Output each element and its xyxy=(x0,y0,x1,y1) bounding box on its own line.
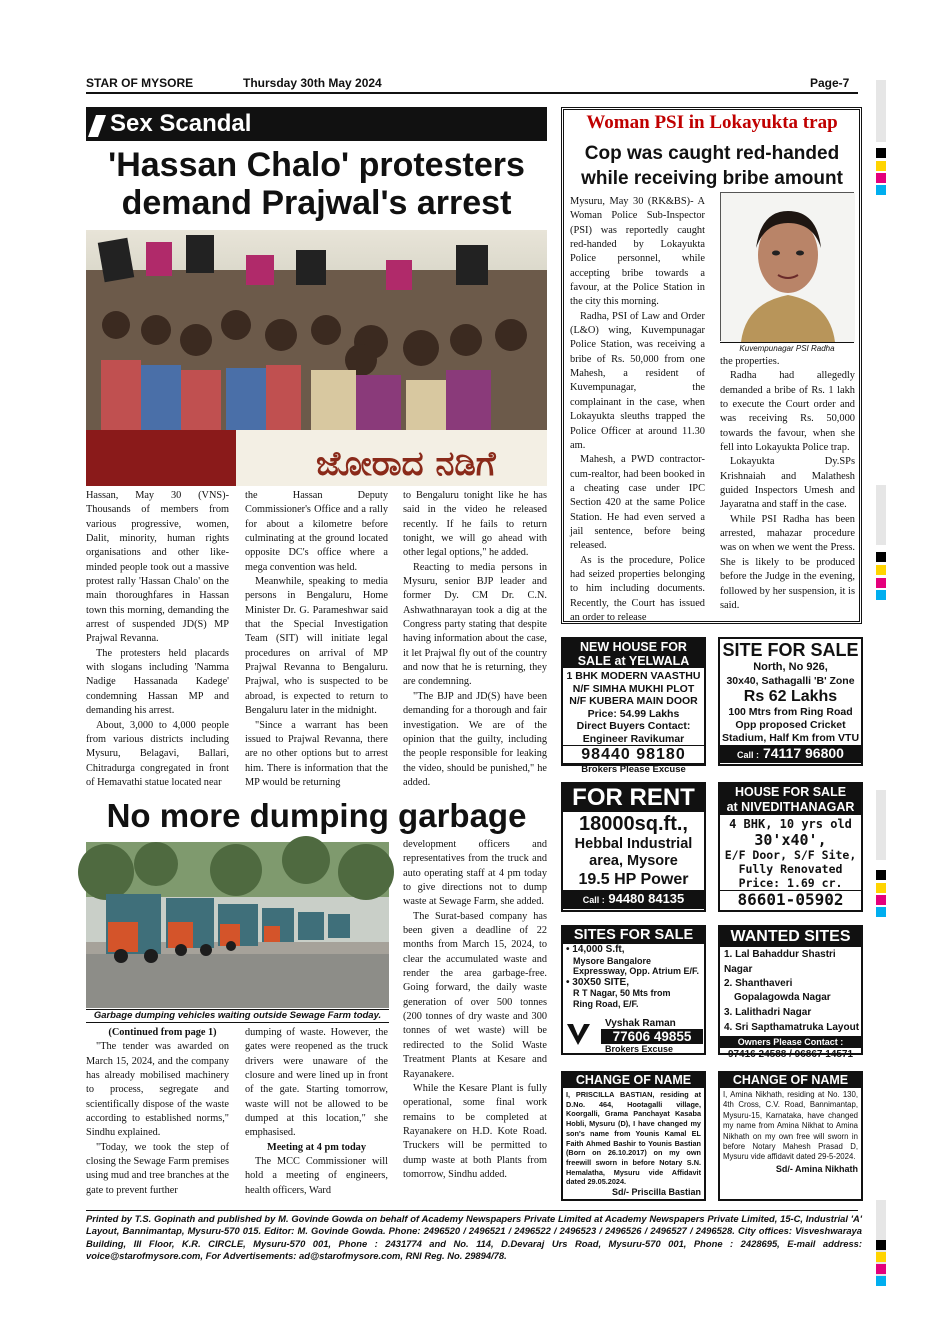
black-square xyxy=(876,552,886,562)
ad-phone: 86601-05902 xyxy=(720,890,861,909)
paragraph: Mahesh, a PWD contractor-cum-realtor, had been booked in a cheating case under IPC Section 420 at the same Police Station. He had even served a jail sentence, before being released. xyxy=(570,454,705,552)
psi-portrait xyxy=(720,192,854,341)
story3-col3 xyxy=(403,838,547,1182)
story3-col2 xyxy=(245,1026,388,1198)
ad-line: Engineer Ravikumar xyxy=(582,732,685,745)
ad-contact-name: Vyshak Raman xyxy=(605,1018,676,1029)
ad-wanted-sites xyxy=(718,925,863,1060)
protest-photo xyxy=(86,230,547,486)
story3-headline: No more dumping garbage xyxy=(106,797,527,834)
ad-phone: 97416 24588 / 96867 14571 xyxy=(727,1049,854,1060)
ad-line: Gopalagowda Nagar xyxy=(734,992,831,1003)
paragraph: Meanwhile, speaking to media persons in Bengaluru, Home Minister Dr. G. Parameshwar said that the Special Investigation Team (SIT) will initiate legal procedures on arrival of MP Prajwal Revanna to Bengaluru. Prajwal, who is suspected to be abroad, is expected to return to Bengaluru later in the midnight. xyxy=(245,576,388,717)
cyan-square xyxy=(876,185,886,195)
ad-phone: 74117 96800 xyxy=(762,744,844,761)
story3-col1 xyxy=(86,1026,229,1198)
black-square xyxy=(876,1240,886,1250)
ad-change-of-name-1 xyxy=(561,1071,706,1201)
magenta-square xyxy=(876,578,886,588)
ad-title: SITE FOR SALE xyxy=(722,640,859,660)
ad-phone: 77606 49855 xyxy=(601,1029,703,1044)
story2-caption: Kuvempunagar PSI Radha xyxy=(720,342,854,353)
black-square xyxy=(876,148,886,158)
magenta-square xyxy=(876,173,886,183)
ad-body: I, Amina Nikhath, residing at No. 130, 4th Cross, C.V. Road, Bannimantap, Mysuru-15, Karnataka, have changed my name from Amina Nikhat to Amina Nikhath on my own free will sworn in before Notary Mahesh Prasad D, Mysuru vide affidavit dated 29-5-2024. xyxy=(723,1090,858,1162)
paragraph: About, 3,000 to 4,000 people from various districts including Mysuru, Belagavi, Ballari, Chitradurga congregated in front of Hemavathi statue located near xyxy=(86,719,229,788)
registration-strip xyxy=(876,485,886,545)
ad-line: Expressway, Opp. Atrium E/F. xyxy=(573,966,700,976)
subhead: Meeting at 4 pm today xyxy=(267,1141,366,1153)
registration-strip xyxy=(876,80,886,142)
paragraph: Radha, PSI of Law and Order (L&O) wing, Kuvempunagar Police Station, was receiving a bribe of Rs. 50,000 from one Mahesh, a resident of Kuvempunagar, the complainant in the case, when Lokayukta sleuths trapped the Police Officer at around 11.30 am. xyxy=(570,310,705,451)
ad-title: at NIVEDITHANAGAR xyxy=(720,800,861,815)
ad-line: 1. Lal Bahaddur Shastri Nagar xyxy=(724,949,836,975)
paragraph: development officers and representatives from the truck and auto operating staff at 4 pm today to give directions not to dump waste at Sewage Farm, she added. xyxy=(403,839,547,908)
ad-line: 2. Shanthaveri xyxy=(724,978,793,989)
ad-call-label: Call : xyxy=(582,895,605,905)
paragraph: Mysuru, May 30 (RK&BS)- A Woman Police Sub-Inspector (PSI) was reportedly caught red-handed by Lokayukta Police personnel, while accepting bribe towards a favour, at the Police Station in the city this morning. xyxy=(570,196,705,308)
paragraph: The protesters held placards with slogans including 'Namma Nadige Hassanada Kadege' condemning Hassan MP and demanding his arrest. xyxy=(86,647,229,717)
yellow-square xyxy=(876,161,886,171)
kicker-bar xyxy=(86,107,547,141)
story2-headline xyxy=(566,141,858,191)
ad-line: 18000sq.ft., xyxy=(579,813,688,835)
ad-signature: Sd/- Priscilla Bastian xyxy=(611,1187,701,1198)
story1-kicker: Sex Scandal xyxy=(110,110,252,137)
black-square xyxy=(876,870,886,880)
paragraph: While PSI Radha has been arrested, mahazar procedure was on when we went the Press. She is likely to be produced before the Judge in the evening, followed by her suspension, it is said. xyxy=(720,513,855,611)
ad-line: Price: 54.99 Lakhs xyxy=(587,707,680,720)
ad-sites-for-sale xyxy=(561,925,706,1055)
issue-date: Thursday 30th May 2024 xyxy=(243,76,382,90)
ad-nivedithanagar xyxy=(718,782,863,912)
paragraph: Reacting to media persons in Mysuru, senior BJP leader and former Dy. CM Dr. C.N. Ashwathnarayan took a dig at the Congress party stating that despite having information about the case, it let Prajwal fly out of the country and now that he is returning, they are condemning. xyxy=(403,561,547,688)
header-rule xyxy=(86,92,858,94)
ad-title: CHANGE OF NAME xyxy=(563,1073,704,1088)
paragraph: While the Kesare Plant is fully operational, some final work remains to be completed at Rayanakere on H.D. Kote Road. Truckers will be permitted to dump waste at both Plants from tomorrow, Sindhu added. xyxy=(403,1082,547,1180)
ad-line: Stadium, Half Km from VTU xyxy=(721,731,860,744)
magenta-square xyxy=(876,1264,886,1274)
ad-phone: 98440 98180 xyxy=(563,745,704,763)
ad-line: Mysore Bangalore xyxy=(573,955,652,966)
ad-line: Direct Buyers Contact: xyxy=(576,720,691,732)
ad-line: Hebbal Industrial xyxy=(574,836,693,852)
paper-name: STAR OF MYSORE xyxy=(86,76,194,90)
story1-col1 xyxy=(86,489,229,790)
yellow-square xyxy=(876,883,886,893)
headline-line: 'Hassan Chalo' protesters xyxy=(108,146,525,184)
ad-line: 30x40, Sathagalli 'B' Zone xyxy=(726,674,855,687)
ad-yelwala xyxy=(561,637,706,775)
headline-line: demand Prajwal's arrest xyxy=(121,184,512,222)
ad-title: SALE at YELWALA xyxy=(563,654,704,668)
story1-col3 xyxy=(403,489,547,790)
story2-col2 xyxy=(720,355,855,613)
story2-col1 xyxy=(570,195,705,625)
paragraph: The MCC Commissioner will hold a meeting of engineers, health officers, Ward xyxy=(245,1156,388,1196)
paragraph: "Since a warrant has been issued to Prajwal Revanna, there are no other options but to arrest him. There is information that the MP would be returning xyxy=(245,719,388,788)
ad-line: 30'x40', xyxy=(754,831,827,849)
paragraph: dumping of waste. However, the gates were reopened as the truck drivers were unaware of the closure and were lined up in front of the gate. Starting tomorrow, waste will not be allowed to be dumped at this location," she emphasised. xyxy=(245,1027,388,1139)
ad-footer: Brokers Excuse xyxy=(605,1044,674,1054)
ad-footer: Brokers Please Excuse xyxy=(563,763,704,775)
paragraph: to Bengaluru tonight like he has said in the video he released recently. If he fails to return tonight, we will go ahead with other legal options," he added. xyxy=(403,490,547,559)
yellow-square xyxy=(876,1252,886,1262)
headline-line: Cop was caught red-handed xyxy=(584,143,840,164)
ad-phone: 94480 84135 xyxy=(608,891,685,906)
ad-line: Price: 1.69 cr. xyxy=(738,876,843,890)
ad-line: 3. Lalithadri Nagar xyxy=(724,1007,812,1018)
yellow-square xyxy=(876,565,886,575)
ad-title: WANTED SITES xyxy=(720,927,861,947)
ad-line: Opp proposed Cricket xyxy=(735,718,846,731)
ad-title: CHANGE OF NAME xyxy=(720,1073,861,1088)
paragraph: Lokayukta Dy.SPs Krishnaiah and Malathesh guided Inspectors Umesh and Jayaratna and staff in the case. xyxy=(720,456,855,511)
ad-signature: Sd/- Amina Nikhath xyxy=(775,1163,858,1174)
ad-line: 1 BHK MODERN VAASTHU xyxy=(566,670,701,682)
paragraph: As is the procedure, Police had seized properties belonging to him including documents. Recently, the Court has issued an order to release xyxy=(570,554,705,623)
ad-change-of-name-2 xyxy=(718,1071,863,1201)
registration-strip xyxy=(876,790,886,860)
ad-title: NEW HOUSE FOR xyxy=(563,639,704,654)
paragraph: "Today, we took the step of closing the Sewage Farm premises using mud and tree branches at the gate to prevent further xyxy=(86,1141,229,1196)
ad-call-label: Call : xyxy=(737,749,760,760)
ad-title: FOR RENT xyxy=(563,784,704,812)
garbage-trucks-photo xyxy=(86,842,389,1008)
protest-banner-text: ಜೋರಾದ ನಡಿಗೆ xyxy=(316,444,496,484)
ad-line: R T Nagar, 50 Mts from xyxy=(573,988,671,998)
ad-body: I, PRISCILLA BASTIAN, residing at D.No. 464, Hootagalli village, Koorgalli, Grama Panchayat Kasaba Hobli, Mysuru (D), I have changed my son's name from Younis Kamal EL Faith Ahmed Bashir to Younis Bastian (Born on 26.10.2017) on my own freewill sworn in before Notary S.N. Hemalatha, Mysuru vide Affidavit dated 29.05.2024. xyxy=(566,1090,701,1187)
ad-line: N/F KUBERA MAIN DOOR xyxy=(569,695,698,707)
paragraph: the Hassan Deputy Commissioner's Office and a rally for about a kilometre before culminating at the ground located opposite DC's office where a mega convention was held. xyxy=(245,490,388,573)
paragraph: Hassan, May 30 (VNS)- Thousands of members from various progressive, women, Dalit, minority, human rights organisations and other like-minded people took out a massive protest rally 'Hassan Chalo' on the main thoroughfares in Hassan town this morning, demanding the arrest of suspended JD(S) MP Prajwal Revanna. xyxy=(86,490,229,645)
paragraph: the properties. xyxy=(720,356,780,367)
paragraph: The Surat-based company has been given a deadline of 22 months from March 15, 2024, to clear the accumulated waste and render the area garbage-free. Going forward, the daily waste generation of over 500 tonnes (200 tonnes of dry waste and 300 tonnes of wet waste) will be redirected to the Solid Waste Treatment Plants at Kesare and Rayanakere. xyxy=(403,910,547,1080)
story1-headline xyxy=(86,146,547,222)
kicker-slash xyxy=(88,115,106,137)
broker-logo-icon xyxy=(566,1022,591,1047)
story2-kicker: Woman PSI in Lokayukta trap xyxy=(586,112,838,133)
cyan-square xyxy=(876,1276,886,1286)
headline-line: while receiving bribe amount xyxy=(581,168,843,189)
continued-label: (Continued from page 1) xyxy=(108,1027,217,1038)
paragraph: "The tender was awarded on March 15, 2024, and the company has already mobilised machinery to process, segregate and scientifically dispose of the waste according to established norms," Sindhu explained. xyxy=(86,1041,229,1139)
ad-for-rent xyxy=(561,782,706,912)
ad-title: HOUSE FOR SALE xyxy=(720,784,861,800)
ad-line: Fully Renovated xyxy=(738,862,843,876)
ad-line: area, Mysore xyxy=(589,853,678,869)
ad-line: North, No 926, xyxy=(753,661,828,673)
ad-price: Rs 62 Lakhs xyxy=(743,687,838,705)
cyan-square xyxy=(876,907,886,917)
ad-contact-label: Owners Please Contact : xyxy=(720,1036,861,1048)
ad-line: • 30X50 SITE, xyxy=(566,976,629,988)
ad-line: N/F SIMHA MUKHI PLOT xyxy=(572,682,695,695)
ad-line: 100 Mtrs from Ring Road xyxy=(728,705,853,718)
paragraph: Radha had allegedly demanded a bribe of Rs. 1 lakh to execute the Court order and was receiving Rs. 50,000 towards the favour, when she fell into Lokayukta Police trap. xyxy=(720,370,855,454)
paragraph: "The BJP and JD(S) have been demanding for a thorough and fair investigation. We are of the opinion that the guilty, including the people responsible for leaking the video, should be punished," he added. xyxy=(403,690,547,788)
cyan-square xyxy=(876,590,886,600)
ad-line: 4. Sri Sapthamatruka Layout xyxy=(724,1022,860,1033)
magenta-square xyxy=(876,895,886,905)
ad-line: Ring Road, E/F. xyxy=(573,998,639,1009)
ad-line: • 14,000 S.ft, xyxy=(566,944,625,955)
ad-line: 4 BHK, 10 yrs old xyxy=(729,817,852,831)
story3-caption: Garbage dumping vehicles waiting outside Sewage Farm today. xyxy=(86,1009,389,1023)
ad-site-for-sale xyxy=(718,637,863,766)
story1-col2 xyxy=(245,489,388,790)
footer-rule xyxy=(86,1210,858,1211)
imprint-line: Printed by T.S. Gopinath and published by M. Govinde Gowda on behalf of Academy Newspapers Private Limited at Academy Newspapers Private Limited, 15-C, Industrial 'A' Layout, Bannimantap, Mysuru-570 015. Editor: M. Govinde Gowda. Phone: 2496520 / 2496521 / 2496522 / 2496523 / 2496526 / 2496527 / 2496528. City offices: Visveshwaraya Building, III Floor, K.R. CIRCLE, Mysuru-570 001, Phone : 2431774 and No. 114, D.Devaraj Urs Road, Mysuru-570 001, Phone : 2428695, E-mail address: voice@starofmysore.com, For Advertisements: ad@starofmysore.com, RNI Reg. No. 29894/78. xyxy=(86,1213,862,1261)
ad-line: E/F Door, S/F Site, xyxy=(724,848,857,862)
page-number: Page-7 xyxy=(810,76,850,90)
ad-title: SITES FOR SALE xyxy=(563,927,704,944)
ad-line: 19.5 HP Power xyxy=(578,871,689,888)
